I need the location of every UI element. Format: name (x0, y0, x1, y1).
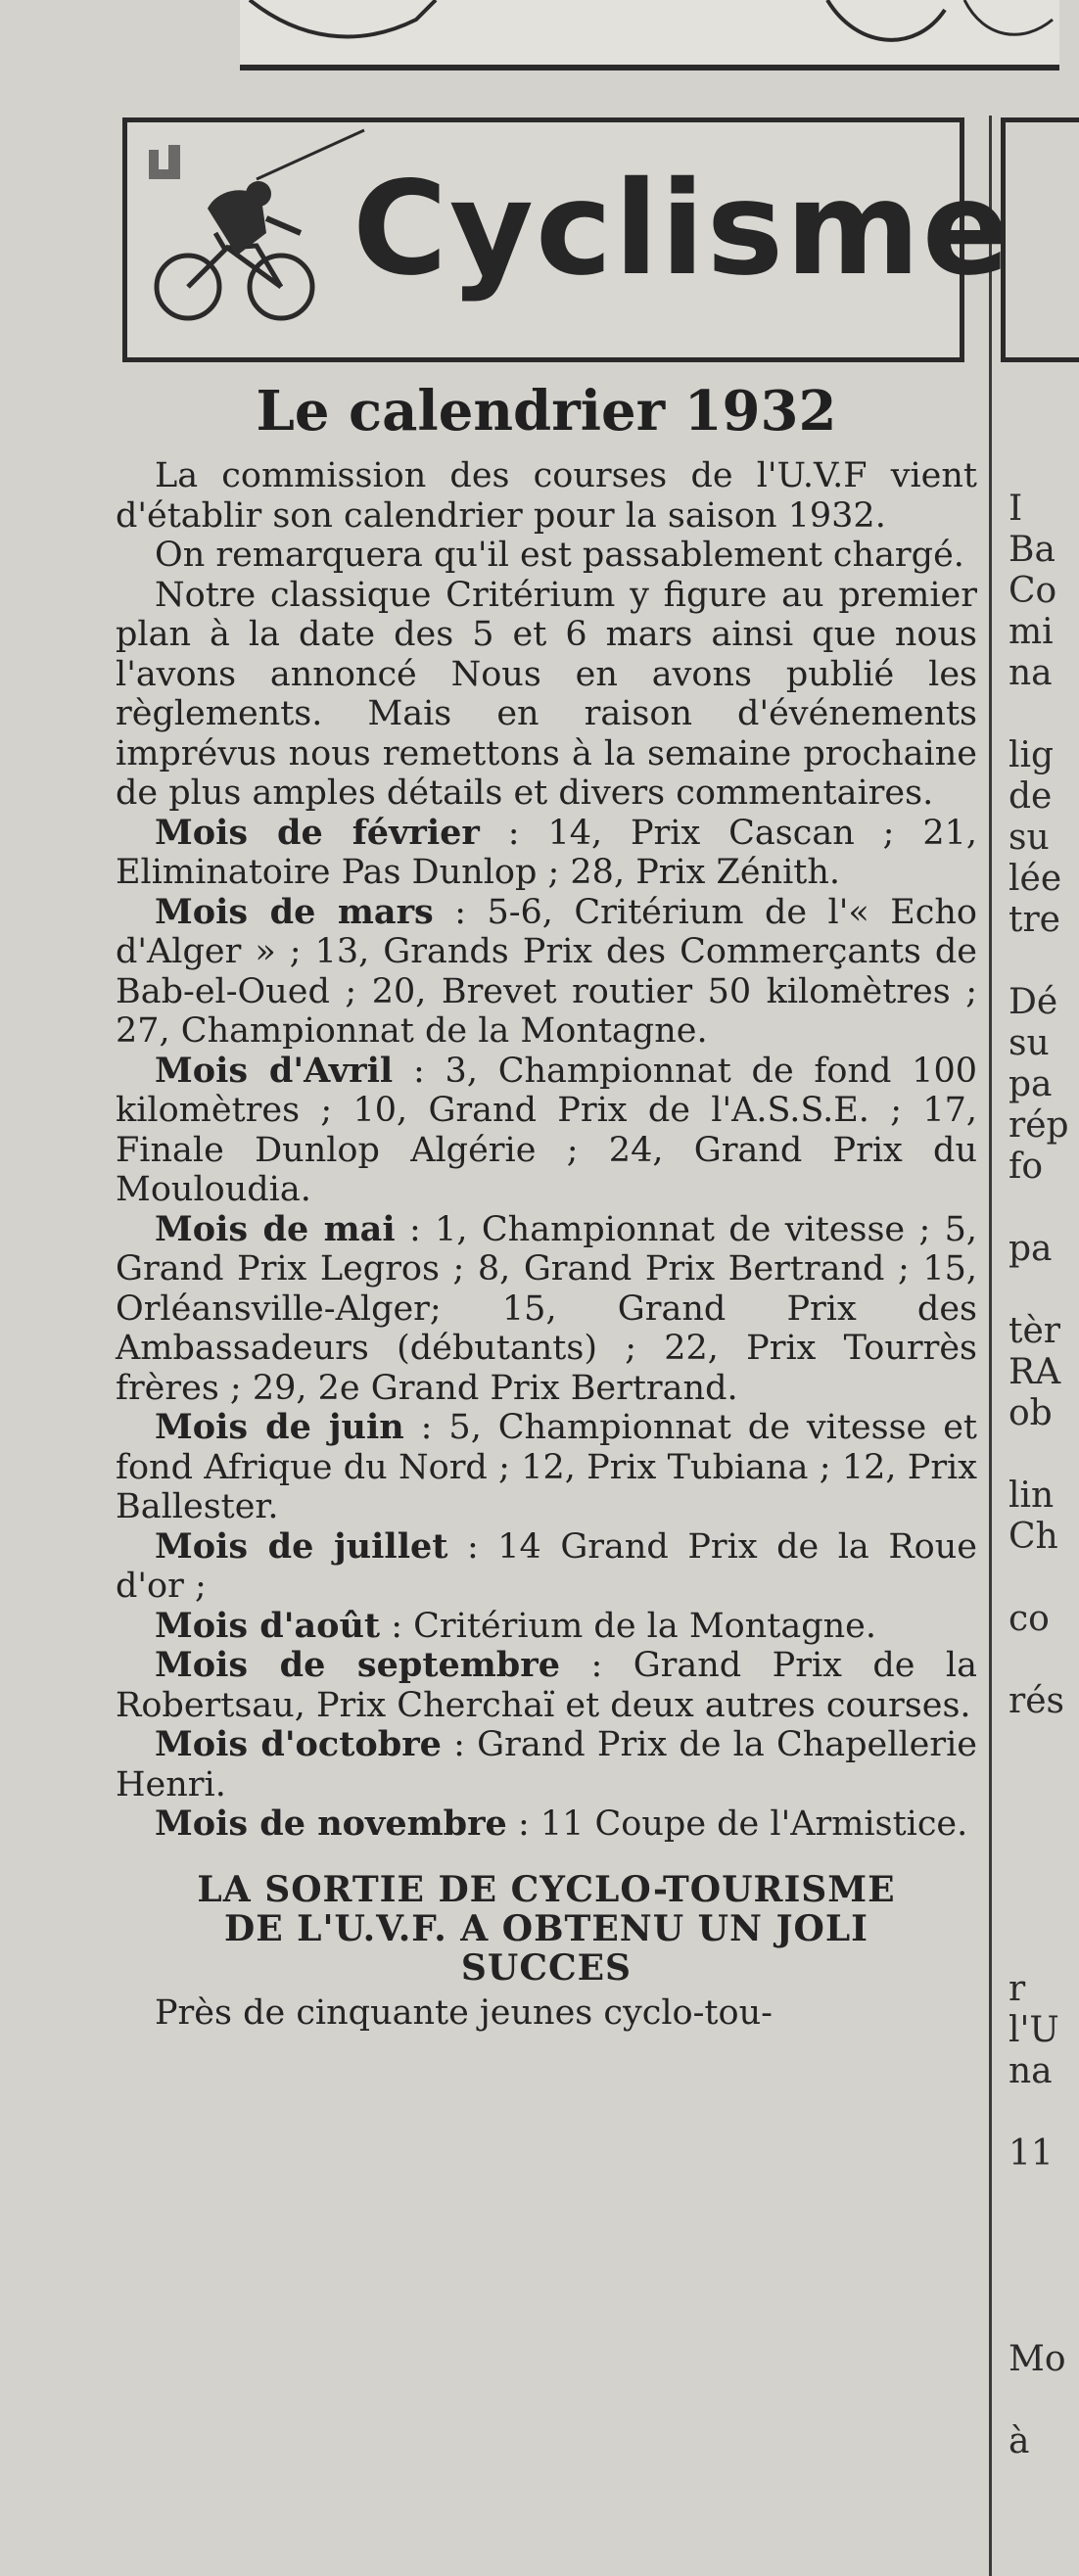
month-events: : 14 Grand Prix de la Roue d'or ; (116, 1526, 978, 1606)
month-events: : 1, Championnat de vitesse ; 5, Grand Prix Legros ; 8, Grand Prix Bertrand ; 15, Orléansville-Alger; 15, Grand Prix des Ambassadeurs (débutants) ; 22, Prix Tourrès frères ; 29, 2e Grand Prix Bertrand. (116, 1209, 977, 1408)
month-events: : Grand Prix de la Chapellerie Henri. (116, 1725, 978, 1804)
month-events: : Critérium de la Montagne. (380, 1606, 877, 1646)
month-name: Mois d'août (155, 1605, 381, 1646)
body-paragraph: Près de cinquante jeunes cyclo-tou- (155, 1992, 773, 2033)
adjacent-text-fragment: Ba (1009, 530, 1056, 570)
month-events: : 14, Prix Cascan ; 21, Eliminatoire Pas Dunlop ; 28, Prix Zénith. (116, 813, 977, 892)
adjacent-text-fragment: Dé (1009, 982, 1058, 1022)
adjacent-header-box (1001, 117, 1079, 362)
adjacent-text-fragment: rés (1009, 1681, 1064, 1721)
month-name: Mois de mai (155, 1208, 396, 1249)
column-divider (989, 116, 992, 2576)
adjacent-text-fragment: Co (1009, 571, 1057, 611)
adjacent-text-fragment: lin (1009, 1475, 1055, 1516)
top-illustration-strip (240, 0, 1059, 70)
adjacent-text-fragment: I (1009, 489, 1023, 529)
intro-paragraph: On remarquera qu'il est passablement chargé. (155, 536, 964, 575)
adjacent-text-fragment: tèr (1009, 1311, 1060, 1351)
month-events: : 3, Championnat de fond 100 kilomètres ; 10, Grand Prix de l'A.S.S.E. ; 17, Finale Dunlop Algérie ; 24, Grand Prix du Mouloudia. (116, 1051, 977, 1209)
month-name: Mois de juillet (155, 1525, 448, 1567)
adjacent-text-fragment: su (1009, 1023, 1050, 1063)
adjacent-text-fragment: na (1009, 653, 1053, 693)
calendar-entry (116, 814, 977, 893)
subheadline-line: LA SORTIE DE CYCLO-TOURISME (197, 1868, 896, 1910)
month-name: Mois de mars (155, 891, 434, 932)
cyclist-illustration (139, 140, 345, 346)
adjacent-text-fragment: tre (1009, 900, 1060, 940)
adjacent-column (1001, 117, 1069, 2576)
adjacent-text-fragment: ob (1009, 1393, 1053, 1433)
month-name: Mois de février (155, 812, 480, 853)
adjacent-text-fragment: Mo (1009, 2339, 1066, 2379)
adjacent-text-fragment: de (1009, 776, 1053, 817)
adjacent-text-fragment: lig (1009, 735, 1055, 775)
calendar-entry (116, 893, 977, 1052)
adjacent-text-fragment: su (1009, 818, 1050, 858)
adjacent-text-fragment: lée (1009, 859, 1062, 899)
month-name: Mois de novembre (155, 1803, 507, 1844)
adjacent-text-fragment: pa (1009, 1064, 1053, 1104)
adjacent-text-fragment: l'U (1009, 2010, 1059, 2050)
calendar-entry (116, 1527, 977, 1607)
month-name: Mois de septembre (155, 1645, 560, 1685)
section-header (122, 117, 1012, 362)
section-title: Cyclisme (352, 154, 1012, 304)
adjacent-text-fragment: fo (1009, 1147, 1043, 1187)
adjacent-text-fragment: na (1009, 2051, 1053, 2091)
month-events: : 11 Coupe de l'Armistice. (506, 1804, 968, 1844)
adjacent-text-fragment: à (1009, 2421, 1030, 2461)
adjacent-text-fragment: pa (1009, 1229, 1053, 1269)
subheadline-line: DE L'U.V.F. A OBTENU UN JOLI (223, 1907, 869, 1949)
calendar-entry (116, 1725, 977, 1804)
calendar-entry (116, 1804, 977, 1845)
article (116, 372, 977, 2033)
subheadline (116, 1870, 977, 1988)
adjacent-text-fragment: Ch (1009, 1517, 1058, 1557)
calendar-entry (116, 1052, 977, 1210)
intro-paragraph: Notre classique Critérium y figure au premier plan à la date des 5 et 6 mars ainsi que nous l'avons annoncé Nous en avons publié les règlements. Mais en raison d'événements imprévus nous remettons à la semaine prochaine de plus amples détails et divers commentaires. (116, 575, 977, 813)
adjacent-text-fragment: rép (1009, 1105, 1069, 1146)
intro-paragraph: La commission des courses de l'U.V.F vient d'établir son calendrier pour la saison 1932. (116, 456, 977, 536)
calendar-entry (116, 1408, 977, 1527)
calendar-entry (116, 1607, 977, 1647)
adjacent-text-fragment: co (1009, 1599, 1050, 1639)
calendar-entry (116, 1646, 977, 1725)
month-events: : 5, Championnat de vitesse et fond Afrique du Nord ; 12, Prix Tubiana ; 12, Prix Ballester. (116, 1408, 977, 1526)
adjacent-text-fragment: r (1009, 1969, 1026, 2009)
calendar-entry (116, 1210, 977, 1409)
month-events: : Grand Prix de la Robertsau, Prix Cherchaï et deux autres courses. (116, 1646, 977, 1725)
adjacent-text-fragment: 11 (1009, 2133, 1054, 2174)
article-headline: Le calendrier 1932 (256, 379, 837, 444)
month-name: Mois d'Avril (155, 1050, 394, 1091)
month-name: Mois de juin (155, 1407, 404, 1447)
subheadline-line: SUCCES (460, 1946, 633, 1989)
adjacent-text-fragment: RA (1009, 1352, 1061, 1392)
month-events: : 5-6, Critérium de l'« Echo d'Alger » ; 13, Grands Prix des Commerçants de Bab-el-Oued ; 20, Brevet routier 50 kilomètres ; 27, Championnat de la Montagne. (116, 892, 978, 1051)
adjacent-text-fragment: mi (1009, 612, 1054, 652)
month-name: Mois d'octobre (155, 1724, 442, 1764)
